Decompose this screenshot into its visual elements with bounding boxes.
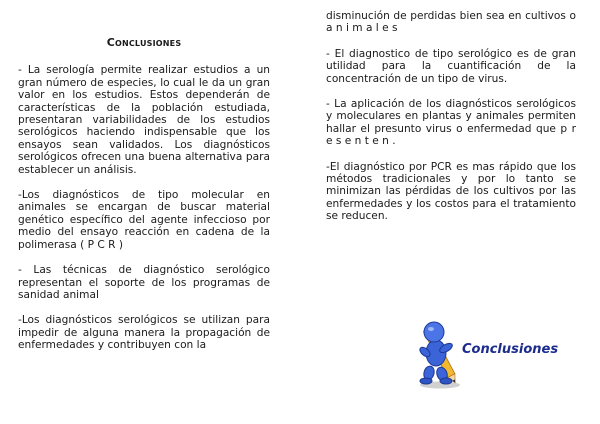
right-column [326, 10, 576, 236]
figure-label: Conclusiones [462, 342, 559, 357]
conclusion-paragraph-3: - Las técnicas de diagnóstico serológico representan el soporte de los programas de sanidad animal [18, 264, 270, 301]
conclusion-paragraph-8: -El diagnóstico por PCR es mas rápido que los métodos tradicionales y por lo tanto se minimizan las pérdidas de los cultivos por las enfermedades y los costos para el tratamiento se reducen. [326, 160, 576, 223]
conclusion-paragraph-5: disminución de perdidas bien sea en cultivos o a n i m a l e s [326, 10, 576, 35]
page-title: Conclusiones [106, 36, 182, 49]
conclusion-paragraph-2: -Los diagnósticos de tipo molecular en animales se encargan de buscar material genético específico del agente infeccioso por medio del ensayo reacción en cadena de la polimerasa ( P C R ) [18, 189, 270, 251]
conclusion-paragraph-6: - El diagnostico de tipo serológico es de gran utilidad para la cuantificación de la concentración de un tipo de virus. [326, 47, 576, 85]
figure-with-pencil-icon [416, 318, 466, 390]
left-column [18, 30, 270, 365]
conclusion-paragraph-7: - La aplicación de los diagnósticos serológicos y moleculares en plantas y animales permiten hallar el presunto virus o enfermedad que p r e s e n t e n . [326, 98, 576, 148]
conclusion-paragraph-4: -Los diagnósticos serológicos se utilizan para impedir de alguna manera la propagación de enfermedades y contribuyen con la [18, 314, 270, 352]
conclusion-paragraph-1: - La serología permite realizar estudios a un gran número de especies, lo cual le da un gran valor en los estudios. Estos dependerán de características de la población estudiada, presentaran variabilidades de los estudios serológicos haciendo indispensable que los ensayos sean validados. Los diagnósticos serológicos ofrecen una buena alternativa para establecer un análisis. [18, 64, 270, 176]
conclusions-figure [416, 318, 576, 390]
